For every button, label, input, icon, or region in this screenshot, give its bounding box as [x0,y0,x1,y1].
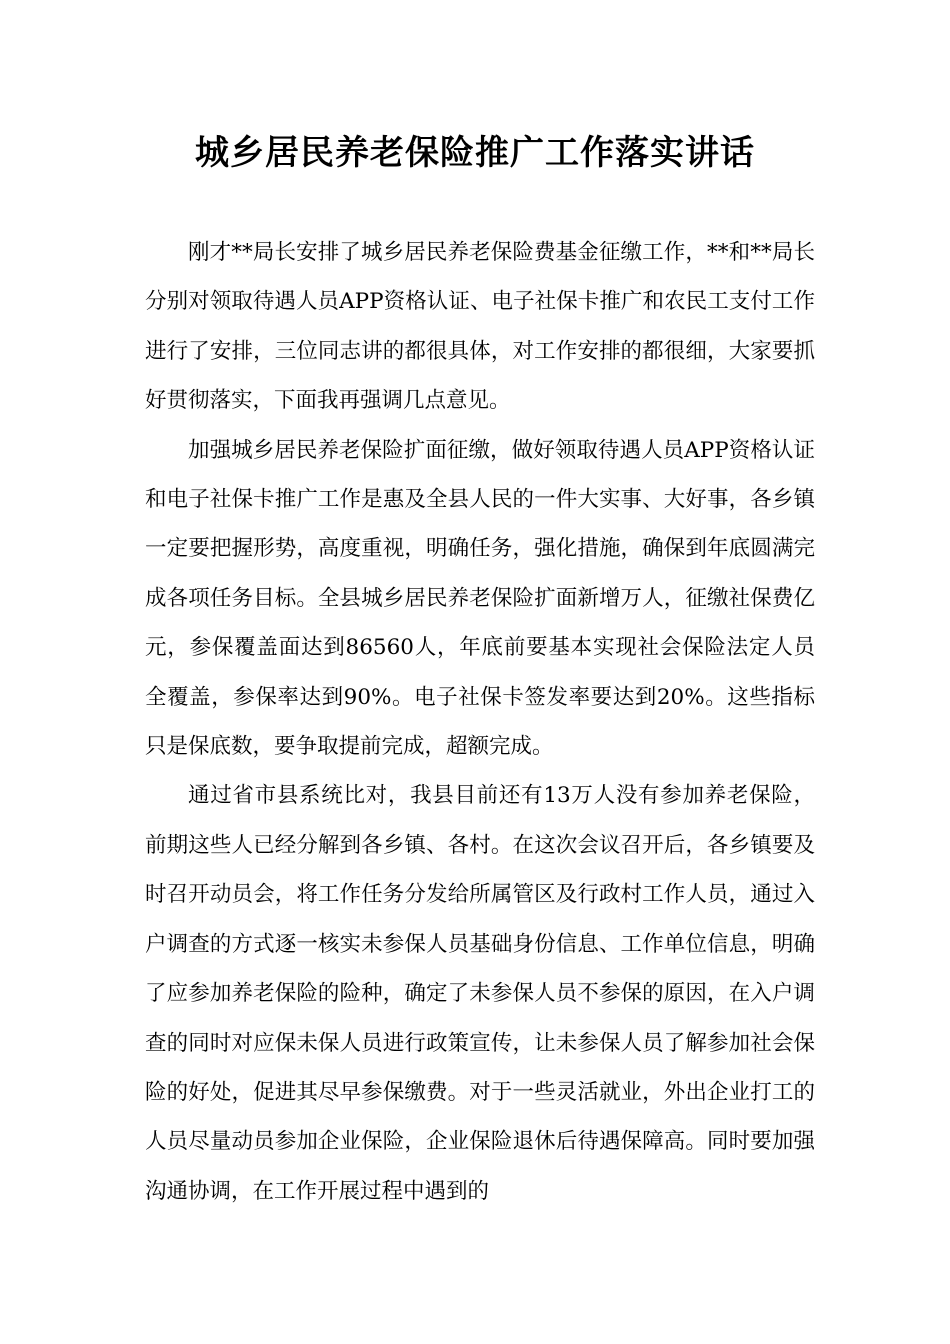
document-title: 城乡居民养老保险推广工作落实讲话 [195,133,755,173]
paragraph-2: 加强城乡居民养老保险扩面征缴，做好领取待遇人员APP资格认证和电子社保卡推广工作是惠及全县人民的一件大实事、大好事，各乡镇一定要把握形势，高度重视，明确任务，强化措施，确保到年底圆满完成各项任务目标。全县城乡居民养老保险扩面新增万人，征缴社保费亿元，参保覆盖面达到86560人，年底前要基本实现社会保险法定人员全覆盖，参保率达到90%。电子社保卡签发率要达到20%。这些指标只是保底数，要争取提前完成，超额完成。 [145,437,815,760]
paragraph-1: 刚才**局长安排了城乡居民养老保险费基金征缴工作，**和**局长分别对领取待遇人员APP资格认证、电子社保卡推广和农民工支付工作进行了安排，三位同志讲的都很具体，对工作安排的都很细，大家要抓好贯彻落实，下面我再强调几点意见。 [145,240,815,414]
paragraph-3: 通过省市县系统比对，我县目前还有13万人没有参加养老保险，前期这些人已经分解到各乡镇、各村。在这次会议召开后，各乡镇要及时召开动员会，将工作任务分发给所属管区及行政村工作人员，通过入户调查的方式逐一核实未参保人员基础身份信息、工作单位信息，明确了应参加养老保险的险种，确定了未参保人员不参保的原因，在入户调查的同时对应保未保人员进行政策宣传，让未参保人员了解参加社会保险的好处，促进其尽早参保缴费。对于一些灵活就业，外出企业打工的人员尽量动员参加企业保险，企业保险退休后待遇保障高。同时要加强沟通协调，在工作开展过程中遇到的 [145,783,815,1204]
document-body [145,228,815,1216]
